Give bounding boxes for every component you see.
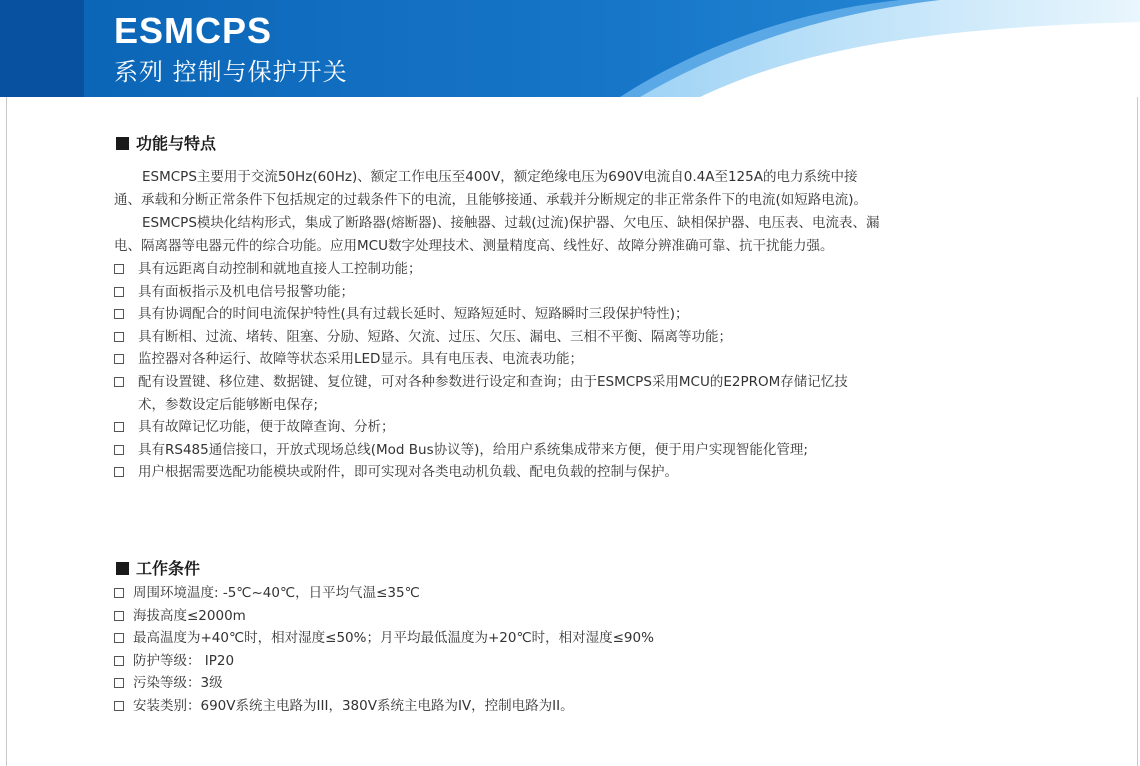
product-title: ESMCPS [114, 10, 273, 51]
list-item: 具有故障记忆功能，便于故障查询、分析； [114, 416, 1044, 439]
conditions-heading: 工作条件 [116, 556, 200, 579]
list-item: 监控器对各种运行、故障等状态采用LED显示。具有电压表、电流表功能； [114, 348, 1044, 371]
paragraph-line: 电、隔离器等电器元件的综合功能。应用MCU数字处理技术、测量精度高、线性好、故障分辨准确可靠、抗干扰能力强。 [114, 238, 834, 254]
features-description [114, 166, 1034, 258]
checkbox-square-icon [114, 422, 124, 432]
checkbox-square-icon [114, 287, 124, 297]
features-list [114, 258, 1044, 484]
list-item: 防护等级： IP20 [114, 650, 1014, 673]
checkbox-square-icon [114, 678, 124, 688]
list-item: 安装类别：690V系统主电路为III，380V系统主电路为IV，控制电路为II。 [114, 695, 1014, 718]
list-item: 具有协调配合的时间电流保护特性(具有过载长延时、短路短延时、短路瞬时三段保护特性)； [114, 303, 1044, 326]
checkbox-square-icon [114, 332, 124, 342]
list-item: 海拔高度≤2000m [114, 605, 1014, 628]
header-banner [0, 0, 1140, 97]
page-border-right [1137, 97, 1138, 766]
conditions-list [114, 582, 1014, 718]
list-item: 用户根据需要选配功能模块或附件，即可实现对各类电动机负载、配电负载的控制与保护。 [114, 461, 1044, 484]
square-bullet-icon [116, 137, 129, 150]
paragraph-line: 通、承载和分断正常条件下包括规定的过载条件下的电流，且能够接通、承载并分断规定的非正常条件下的电流(如短路电流)。 [114, 192, 868, 208]
checkbox-square-icon [114, 633, 124, 643]
list-item: 具有远距离自动控制和就地直接人工控制功能； [114, 258, 1044, 281]
list-item: 具有RS485通信接口，开放式现场总线(Mod Bus协议等)，给用户系统集成带来方便，便于用户实现智能化管理; [114, 439, 1044, 462]
list-item: 污染等级：3级 [114, 672, 1014, 695]
list-item-continuation: 术，参数设定后能够断电保存; [138, 396, 319, 413]
checkbox-square-icon [114, 588, 124, 598]
list-item: 具有面板指示及机电信号报警功能； [114, 281, 1044, 304]
checkbox-square-icon [114, 309, 124, 319]
list-item: 最高温度为+40℃时，相对湿度≤50%；月平均最低温度为+20℃时，相对湿度≤90% [114, 627, 1014, 650]
list-item: 配有设置键、移位建、数据键、复位键，可对各种参数进行设定和查询；由于ESMCPS采用MCU的E2PROM存储记忆技 [114, 371, 1044, 394]
checkbox-square-icon [114, 467, 124, 477]
checkbox-square-icon [114, 354, 124, 364]
list-item: 周围环境温度: -5℃~40℃，日平均气温≤35℃ [114, 582, 1014, 605]
product-subtitle: 系列 控制与保护开关 [114, 58, 348, 86]
paragraph-line: ESMCPS模块化结构形式，集成了断路器(熔断器)、接触器、过载(过流)保护器、欠电压、缺相保护器、电压表、电流表、漏 [142, 215, 880, 231]
checkbox-square-icon [114, 377, 124, 387]
features-heading: 功能与特点 [116, 131, 216, 154]
list-item: 具有断相、过流、堵转、阻塞、分励、短路、欠流、过压、欠压、漏电、三相不平衡、隔离等功能； [114, 326, 1044, 349]
checkbox-square-icon [114, 264, 124, 274]
checkbox-square-icon [114, 701, 124, 711]
checkbox-square-icon [114, 611, 124, 621]
header-left-strip [0, 0, 84, 97]
checkbox-square-icon [114, 656, 124, 666]
checkbox-square-icon [114, 445, 124, 455]
page-border-left [6, 97, 7, 766]
square-bullet-icon [116, 562, 129, 575]
paragraph-line: ESMCPS主要用于交流50Hz(60Hz)、额定工作电压至400V，额定绝缘电压为690V电流自0.4A至125A的电力系统中接 [142, 169, 858, 185]
